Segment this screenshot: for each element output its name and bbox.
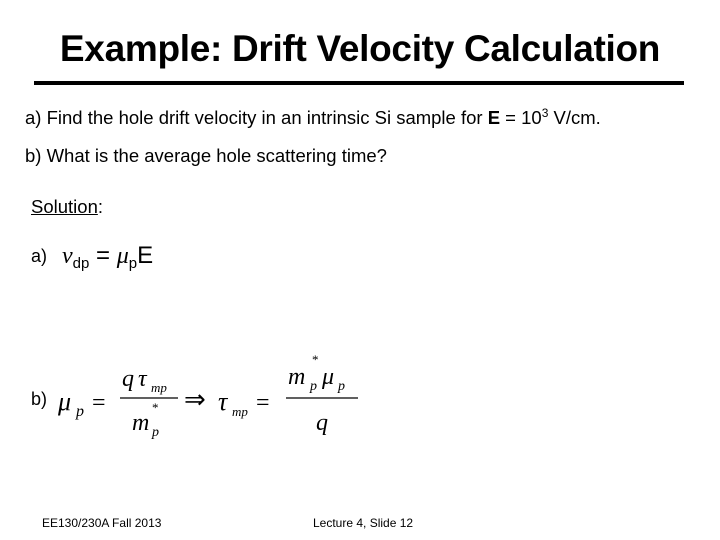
eq-E: E bbox=[137, 242, 154, 269]
question-a-unit: V/cm. bbox=[548, 107, 601, 128]
question-a-text: a) Find the hole drift velocity in an intrinsic Si sample for bbox=[25, 107, 488, 128]
f-tau-lhs-sub: mp bbox=[232, 404, 248, 419]
scattering-time-formula bbox=[56, 350, 376, 450]
title-underline bbox=[34, 81, 684, 85]
eq-v: v bbox=[62, 243, 73, 269]
question-a-value: = 10 bbox=[500, 107, 542, 128]
f-q-den: q bbox=[316, 410, 328, 436]
question-a-exponent: 3 bbox=[541, 106, 549, 120]
solution-colon: : bbox=[97, 196, 103, 217]
answer-b-label: b) bbox=[31, 389, 48, 409]
f-equals-2: = bbox=[256, 390, 270, 416]
slide-title: Example: Drift Velocity Calculation bbox=[59, 28, 661, 69]
f-mu-lhs-sub: p bbox=[76, 403, 84, 420]
f-mu-lhs: μ bbox=[58, 387, 72, 416]
drift-velocity-equation bbox=[62, 242, 153, 270]
f-m-den: m bbox=[132, 410, 150, 436]
f-mu-num-sub: p bbox=[338, 379, 345, 394]
f-m-den-star: * bbox=[152, 400, 159, 415]
f-m-num: m bbox=[288, 364, 306, 390]
eq-mu: μ bbox=[116, 243, 129, 269]
f-tau-num: τ bbox=[138, 366, 147, 392]
f-q-num: q bbox=[122, 366, 134, 392]
f-mu-num: μ bbox=[322, 364, 335, 390]
eq-equals: = bbox=[89, 242, 117, 269]
f-implies: ⇒ bbox=[184, 385, 206, 414]
question-a-field-symbol: E bbox=[487, 107, 501, 128]
f-equals-1: = bbox=[92, 390, 106, 416]
solution-label: Solution bbox=[31, 196, 98, 217]
f-m-num-sub: p bbox=[310, 379, 317, 394]
f-m-den-sub: p bbox=[152, 425, 159, 440]
f-tau-lhs: τ bbox=[218, 387, 228, 416]
answer-a-label: a) bbox=[31, 246, 48, 266]
f-tau-num-sub: mp bbox=[151, 380, 167, 395]
footer-course: EE130/230A Fall 2013 bbox=[42, 516, 162, 530]
solution-heading bbox=[31, 196, 103, 218]
f-m-num-star: * bbox=[312, 352, 319, 367]
eq-v-sub: dp bbox=[72, 255, 90, 272]
footer-slide-number: Lecture 4, Slide 12 bbox=[313, 516, 414, 530]
question-b: b) What is the average hole scattering time? bbox=[25, 145, 387, 166]
eq-mu-sub: p bbox=[128, 255, 138, 272]
question-a bbox=[25, 107, 601, 129]
